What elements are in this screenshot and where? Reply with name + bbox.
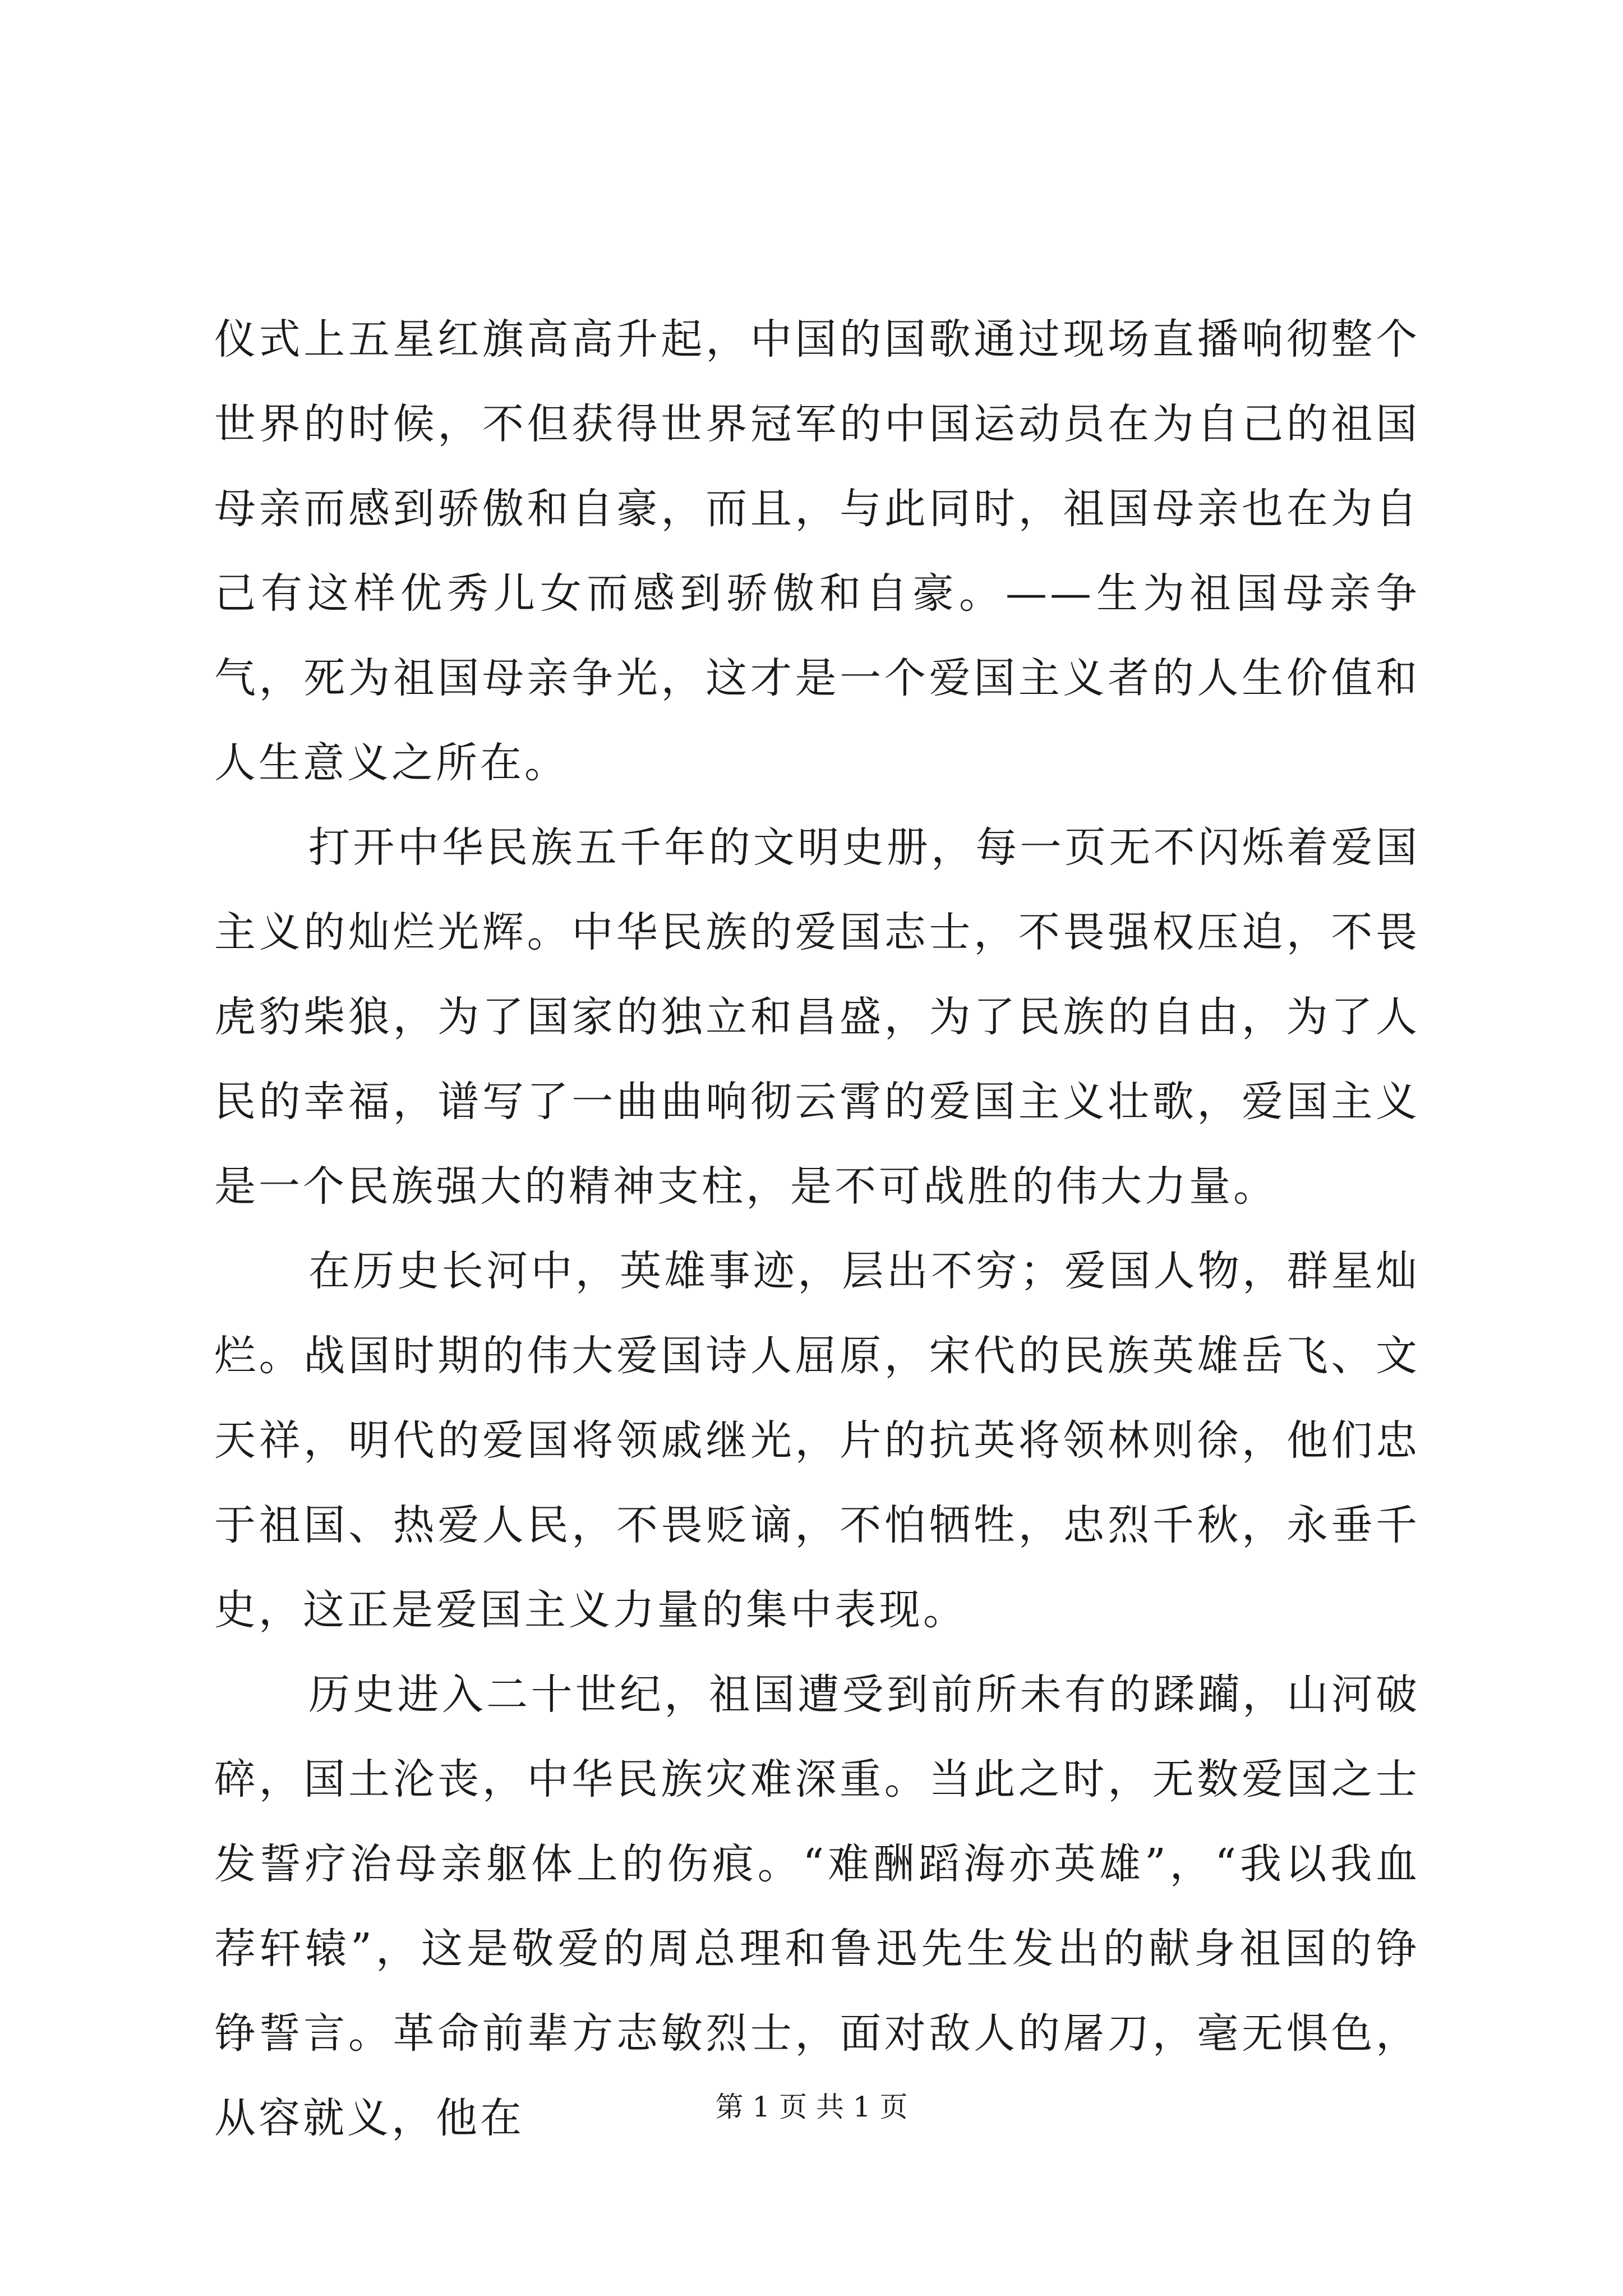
paragraph-4: 历史进入二十世纪，祖国遭受到前所未有的蹂躏，山河破碎，国土沦丧，中华民族灾难深重。当此之时，无数爱国之士发誓疗治母亲躯体上的伤痕。“难酬蹈海亦英雄”，“我以我血荐轩辕”，这是敬爱的周总理和鲁迅先生发出的献身祖国的铮铮誓言。革命前辈方志敏烈士，面对敌人的屠刀，毫无惧色，从容就义，他在 [214, 1671, 1420, 2142]
paragraph-3: 在历史长河中，英雄事迹，层出不穷；爱国人物，群星灿烂。战国时期的伟大爱国诗人屈原，宋代的民族英雄岳飞、文天祥，明代的爱国将领戚继光，片的抗英将领林则徐，他们忠于祖国、热爱人民，不畏贬谪，不怕牺牲，忠烈千秋，永垂千史，这正是爱国主义力量的集中表现。 [214, 1247, 1420, 1634]
page-footer: 第 1 页 共 1 页 [715, 2091, 908, 2123]
document-body [214, 297, 1420, 2161]
paragraph-1: 仪式上五星红旗高高升起，中国的国歌通过现场直播响彻整个世界的时候，不但获得世界冠军的中国运动员在为自己的祖国母亲而感到骄傲和自豪，而且，与此同时，祖国母亲也在为自己有这样优秀儿女而感到骄傲和自豪。——生为祖国母亲争气，死为祖国母亲争光，这才是一个爱国主义者的人生价值和人生意义之所在。 [214, 315, 1420, 787]
paragraph-2: 打开中华民族五千年的文明史册，每一页无不闪烁着爱国主义的灿烂光辉。中华民族的爱国志士，不畏强权压迫，不畏虎豹柴狼，为了国家的独立和昌盛，为了民族的自由，为了人民的幸福，谱写了一曲曲响彻云霄的爱国主义壮歌，爱国主义是一个民族强大的精神支柱，是不可战胜的伟大力量。 [214, 823, 1420, 1211]
